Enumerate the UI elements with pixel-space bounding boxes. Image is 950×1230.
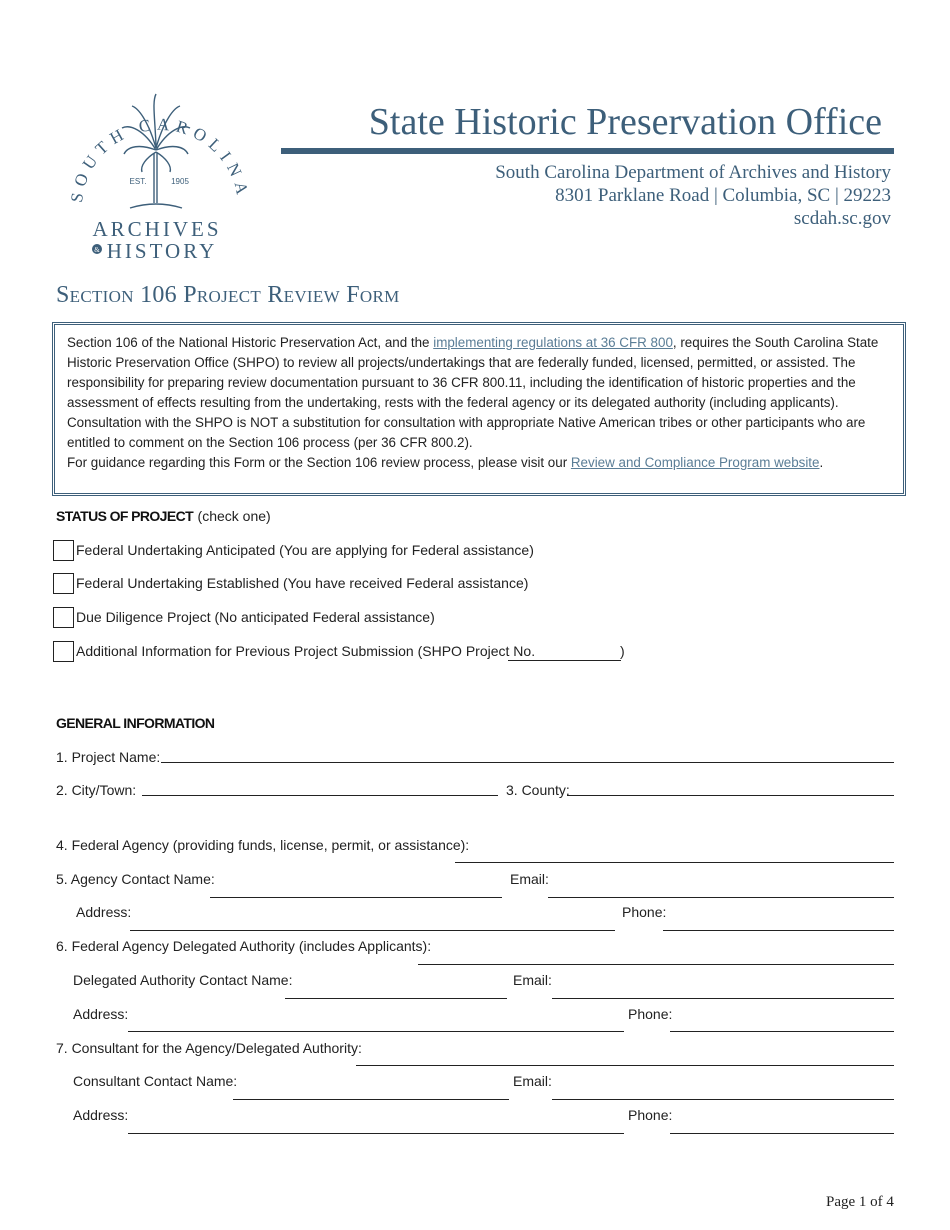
option-anticipated: Federal Undertaking Anticipated (You are applying for Federal assistance) xyxy=(76,542,534,558)
delegated-phone-label: Phone: xyxy=(628,1006,673,1022)
project-name-field[interactable] xyxy=(161,762,894,763)
agency-email-label: Email: xyxy=(510,871,549,887)
federal-agency-label: 4. Federal Agency (providing funds, license, permit, or assistance): xyxy=(56,837,470,853)
consultant-phone-label: Phone: xyxy=(628,1107,673,1123)
consultant-email-field[interactable] xyxy=(552,1099,894,1100)
cfr-800-link[interactable]: implementing regulations at 36 CFR 800 xyxy=(433,335,673,350)
review-compliance-link[interactable]: Review and Compliance Program website xyxy=(570,455,820,470)
consultant-address-field[interactable] xyxy=(128,1133,624,1134)
county-label: 3. County: xyxy=(506,782,570,798)
intro-text-2: , requires the South Carolina State Historic Preservation Office (SHPO) to review all projects/undertakings that are federally funded, licensed, permitted, or assisted. The responsibility for preparing review documentation pursuant to 36 CFR 800.11, including the identification of historic properties and the assessment of effects resulting from the undertaking, rests with the federal agency or its delegated authority (including applicants). Consultation with the SHPO is NOT a substitution for consultation with appropriate Native American tribes or other participants who are entitled to comment on the Section 106 process (per 36 CFR 800.2). xyxy=(67,335,879,450)
seal-arc-text: SOUTH CAROLINA xyxy=(66,114,253,204)
consultant-contact-label: Consultant Contact Name: xyxy=(73,1073,238,1089)
agency-contact-field[interactable] xyxy=(210,897,502,898)
status-note: (check one) xyxy=(197,508,271,524)
delegated-address-label: Address: xyxy=(73,1006,129,1022)
close-paren: ) xyxy=(620,643,625,659)
federal-agency-field[interactable] xyxy=(455,862,894,863)
seal-ampersand: & xyxy=(94,246,100,254)
consultant-contact-field[interactable] xyxy=(233,1099,509,1100)
shpo-project-no-field[interactable] xyxy=(508,660,621,661)
checkbox-anticipated[interactable] xyxy=(53,540,74,561)
consultant-label: 7. Consultant for the Agency/Delegated Authority: xyxy=(56,1040,362,1056)
form-title: Section 106 Project Review Form xyxy=(56,282,400,308)
status-heading-row xyxy=(56,508,271,526)
seal-graphic xyxy=(52,58,262,263)
option-established: Federal Undertaking Established (You have received Federal assistance) xyxy=(76,575,529,591)
delegated-contact-label: Delegated Authority Contact Name: xyxy=(73,972,293,988)
seal-history-label: HISTORY xyxy=(106,239,218,263)
palmetto-tree-icon xyxy=(122,94,190,208)
intro-text-1: Section 106 of the National Historic Preservation Act, and the xyxy=(67,335,434,350)
delegated-authority-field[interactable] xyxy=(418,964,894,965)
archives-history-seal xyxy=(52,58,262,263)
intro-text-4: . xyxy=(819,455,824,470)
delegated-email-field[interactable] xyxy=(552,998,894,999)
option-additional-info: Additional Information for Previous Project Submission (SHPO Project No. xyxy=(76,643,536,659)
option-due-diligence: Due Diligence Project (No anticipated Federal assistance) xyxy=(76,609,435,625)
seal-est-label: EST. xyxy=(129,177,147,186)
intro-text-3: For guidance regarding this Form or the Section 106 review process, please visit our xyxy=(67,455,571,470)
status-heading: STATUS OF PROJECT xyxy=(56,508,194,524)
project-name-label: 1. Project Name: xyxy=(56,749,161,765)
page-number: Page 1 of 4 xyxy=(826,1194,894,1210)
agency-contact-label: 5. Agency Contact Name: xyxy=(56,871,215,887)
delegated-address-field[interactable] xyxy=(128,1031,624,1032)
checkbox-due-diligence[interactable] xyxy=(53,607,74,628)
intro-guidance xyxy=(67,453,903,473)
department-name: South Carolina Department of Archives and History xyxy=(495,162,891,183)
intro-paragraph xyxy=(67,333,903,453)
agency-address-field[interactable] xyxy=(130,930,615,931)
seal-year-label: 1905 xyxy=(171,177,189,186)
consultant-address-label: Address: xyxy=(73,1107,129,1123)
city-field[interactable] xyxy=(142,795,498,796)
city-label: 2. City/Town: xyxy=(56,782,137,798)
agency-email-field[interactable] xyxy=(548,897,894,898)
delegated-email-label: Email: xyxy=(513,972,552,988)
agency-phone-field[interactable] xyxy=(663,930,894,931)
agency-address-label: Address: xyxy=(76,904,132,920)
consultant-email-label: Email: xyxy=(513,1073,552,1089)
checkbox-additional-info[interactable] xyxy=(53,641,74,662)
agency-phone-label: Phone: xyxy=(622,904,667,920)
delegated-phone-field[interactable] xyxy=(670,1031,894,1032)
header-divider xyxy=(281,148,894,154)
delegated-authority-label: 6. Federal Agency Delegated Authority (includes Applicants): xyxy=(56,938,432,954)
county-field[interactable] xyxy=(567,795,894,796)
delegated-contact-field[interactable] xyxy=(285,998,507,999)
checkbox-established[interactable] xyxy=(53,573,74,594)
consultant-field[interactable] xyxy=(356,1065,894,1066)
consultant-phone-field[interactable] xyxy=(670,1133,894,1134)
office-address: 8301 Parklane Road | Columbia, SC | 29223 xyxy=(555,185,891,206)
intro-box xyxy=(52,322,906,496)
office-title: State Historic Preservation Office xyxy=(368,101,882,143)
general-info-heading: GENERAL INFORMATION xyxy=(56,715,215,731)
office-website: scdah.sc.gov xyxy=(793,208,891,229)
seal-archives-label: ARCHIVES xyxy=(92,217,222,241)
